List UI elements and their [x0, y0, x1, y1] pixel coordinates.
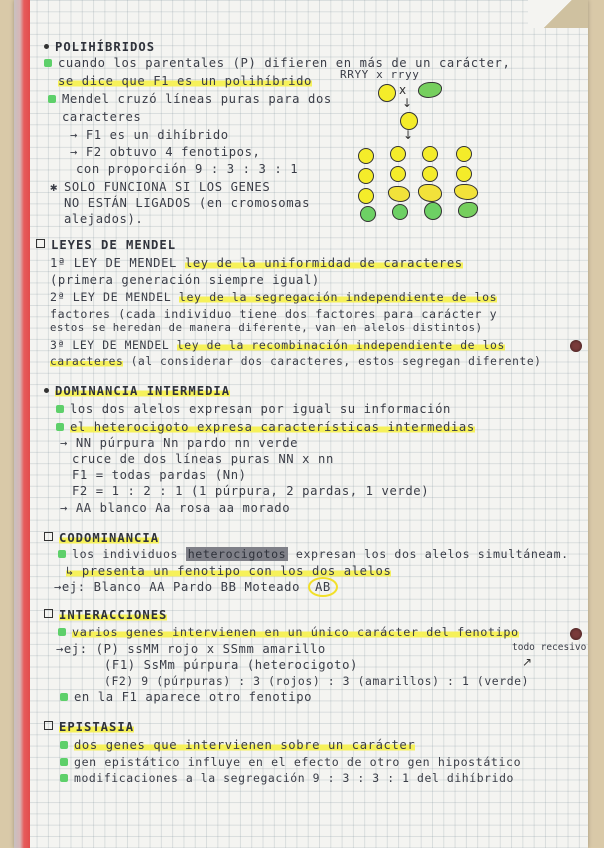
note-line: con proporción 9 : 3 : 3 : 1: [76, 162, 299, 176]
note-line: →ej: (P) ssMM rojo x SSmm amarillo: [56, 642, 326, 656]
section-title-epistasia: EPISTASIA: [44, 720, 134, 734]
note-line: caracteres (al considerar dos caracteres, estos segregan diferente): [50, 355, 542, 368]
punch-hole: [570, 340, 582, 352]
folded-corner: [528, 0, 588, 28]
note-line: cruce de dos líneas puras NN x nn: [72, 452, 334, 466]
note-line: cuando los parentales (P) difieren en más de un carácter,: [44, 56, 510, 70]
note-line: dos genes que intervienen sobre un carácter: [60, 738, 415, 752]
note-line: se dice que F1 es un polihíbrido: [58, 74, 312, 88]
note-line: (F2) 9 (púrpuras) : 3 (rojos) : 3 (amarillos) : 1 (verde): [104, 674, 530, 688]
note-line: F2 = 1 : 2 : 1 (1 púrpura, 2 pardas, 1 verde): [72, 484, 430, 498]
note-line: modificaciones a la segregación 9 : 3 : 3 : 1 del dihíbrido: [60, 771, 514, 785]
note-line: estos se heredan de manera diferente, van en alelos distintos): [50, 322, 483, 334]
note-line: → F1 es un dihíbrido: [70, 128, 229, 142]
note-line: 1ª LEY DE MENDEL ley de la uniformidad de caracteres: [50, 256, 463, 270]
annotation-note: todo recesivo: [512, 642, 587, 653]
note-line: ↳ presenta un fenotipo con los dos alelos: [66, 564, 392, 578]
pea-icon: [378, 84, 396, 102]
note-line: gen epistático influye en el efecto de otro gen hipostático: [60, 755, 521, 769]
note-line: 3ª LEY DE MENDEL ley de la recombinación independiente de los: [50, 338, 505, 352]
note-line: (primera generación siempre igual): [50, 273, 320, 287]
section-title-polihibridos: POLIHÍBRIDOS: [44, 40, 155, 54]
note-line: en la F1 aparece otro fenotipo: [60, 690, 312, 704]
section-title-interacciones: INTERACCIONES: [44, 608, 167, 622]
note-line: alejados).: [64, 212, 144, 226]
note-line: caracteres: [62, 110, 142, 124]
note-line: NO ESTÁN LIGADOS (en cromosomas: [64, 196, 311, 210]
note-line: los dos alelos expresan por igual su información: [56, 402, 451, 416]
note-line: (F1) SsMm púrpura (heterocigoto): [104, 658, 358, 672]
note-line: → NN púrpura Nn pardo nn verde: [60, 436, 299, 450]
punch-hole: [570, 628, 582, 640]
note-line: los individuos heterocigotos expresan los dos alelos simultáneam.: [58, 547, 569, 561]
section-title-leyes: LEYES DE MENDEL: [36, 238, 176, 252]
note-line: →ej: Blanco AA Pardo BB Moteado AB: [54, 580, 338, 594]
note-line: factores (cada individuo tiene dos factores para carácter y: [50, 307, 498, 321]
highlighted-ab: AB: [308, 577, 338, 597]
note-line: 2ª LEY DE MENDEL ley de la segregación independiente de los: [50, 290, 498, 304]
note-line: varios genes intervienen en un único carácter del fenotipo: [58, 625, 519, 639]
note-line: → F2 obtuvo 4 fenotipos,: [70, 145, 261, 159]
margin-strip: [14, 0, 30, 848]
note-line: → AA blanco Aa rosa aa morado: [60, 501, 291, 515]
note-line: Mendel cruzó líneas puras para dos: [48, 92, 332, 106]
note-line: F1 = todas pardas (Nn): [72, 468, 247, 482]
section-title-dominancia: DOMINANCIA INTERMEDIA: [44, 384, 230, 398]
note-line: ✱ SOLO FUNCIONA SI LOS GENES: [50, 180, 271, 194]
note-line: el heterocigoto expresa características intermedias: [56, 420, 475, 434]
section-title-codominancia: CODOMINANCIA: [44, 531, 159, 545]
cross-label: RRYY x rryy: [340, 68, 420, 81]
